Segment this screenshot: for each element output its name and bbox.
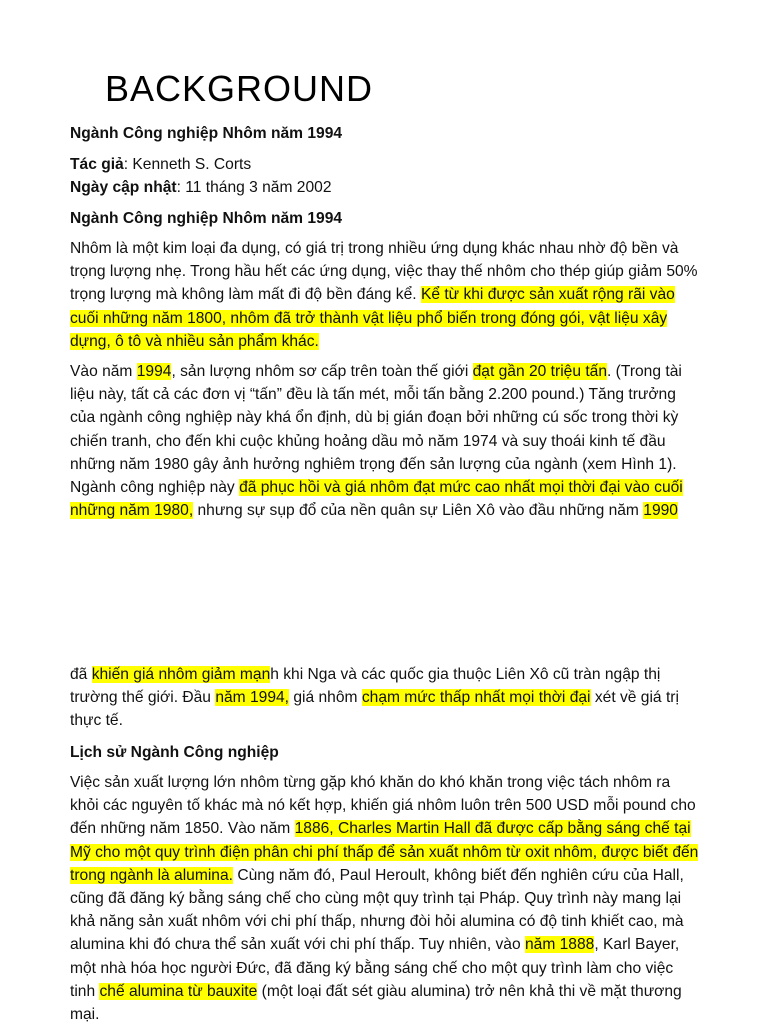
paragraph-text: Vào năm xyxy=(70,363,137,380)
paragraph-text: h khi Nga và các quốc gia thuộc Liên Xô cũ tràn ngập thị trường thế giới. Đầu xyxy=(70,666,661,707)
author-line xyxy=(70,153,702,176)
highlighted-text: năm 1888 xyxy=(524,936,595,954)
paragraph-text: đã xyxy=(70,666,92,683)
section-heading: Ngành Công nghiệp Nhôm năm 1994 xyxy=(70,210,343,227)
highlighted-text: khiến giá nhôm giảm mạn xyxy=(91,666,271,683)
highlighted-text: đạt gần 20 triệu tấn xyxy=(472,363,608,380)
highlighted-text: chạm mức thấp nhất mọi thời đại xyxy=(361,689,591,707)
paragraph-text: Nhôm là một kim loại đa dụng, có giá trị trong nhiều ứng dụng khác nhau nhờ độ bền và trọng lượng nhẹ. Trong hầu hết các ứng dụng, việc thay thế nhôm cho thép giúp giảm 50% trọng lượng mà không làm mất đi độ bền đáng kể. xyxy=(70,240,698,304)
paragraph-text: , sản lượng nhôm sơ cấp trên toàn thế giới xyxy=(171,363,473,380)
paragraph-text: nhưng sự sụp đổ của nền quân sự Liên Xô vào đầu những năm xyxy=(193,502,644,520)
paragraph xyxy=(70,237,702,353)
paragraph-text: . (Trong tài liệu này, tất cả các đơn vị “tấn” đều là tấn mét, mỗi tấn bằng 2.200 pound.) Tăng trưởng của ngành công nghiệp này khá ổn định, dù bị gián đoạn bởi những cú sốc trong thời kỳ chiến tranh, cho đến khi cuộc khủng hoảng dầu mỏ năm 1974 và suy thoái kinh tế đầu những năm 1980 gây ảnh hưởng nghiêm trọng đến sản lượng của ngành (xem Hình 1). Ngành công nghiệp này xyxy=(70,363,682,497)
updated-value: : 11 tháng 3 năm 2002 xyxy=(176,179,332,197)
section-heading: Ngành Công nghiệp Nhôm năm 1994 xyxy=(70,125,343,142)
highlighted-text: năm 1994, xyxy=(215,689,290,707)
document-title: BACKGROUND xyxy=(105,68,374,109)
metadata-block xyxy=(70,153,702,199)
updated-label: Ngày cập nhật xyxy=(70,179,177,197)
paragraph-text: Việc sản xuất lượng lớn nhôm từng gặp khó khăn do khó khăn trong việc tách nhôm ra khỏi các nguyên tố khác mà nó kết hợp, khiến giá nhôm luôn trên 500 USD mỗi pound cho đến những năm 1850. Vào năm xyxy=(70,774,696,838)
paragraph-text: , Karl Bayer, một nhà hóa học người Đức, đã đăng ký bằng sáng chế cho một quy trình làm cho việc tinh xyxy=(70,936,680,1000)
paragraph-text: Cùng năm đó, Paul Heroult, không biết đến nghiên cứu của Hall, cũng đã đăng ký bằng sáng chế cho cùng một quy trình tại Pháp. Quy trình này mang lại khả năng sản xuất nhôm với chi phí thấp, nhưng đòi hỏi alumina có độ tinh khiết cao, mà alumina khi đó chưa thể sản xuất với chi phí thấp. Tuy nhiên, vào xyxy=(70,866,684,954)
highlighted-text: chế alumina từ bauxite xyxy=(99,982,258,1000)
highlighted-text: 1886, Charles Martin Hall đã được cấp bằng sáng chế tại Mỹ cho một quy trình điện phân chi phí thấp để sản xuất nhôm từ oxit nhôm, được biết đến trong ngành là alumina. xyxy=(70,820,699,884)
paragraph xyxy=(70,663,702,733)
highlighted-text: 1994 xyxy=(136,363,172,380)
paragraph-text: (một loại đất sét giàu alumina) trở nên khả thi về mặt thương mại. xyxy=(70,982,682,1024)
highlighted-text: Kể từ khi được sản xuất rộng rãi vào cuối những năm 1800, nhôm đã trở thành vật liệu phổ biến trong đóng gói, vật liệu xây dựng, ô tô và nhiều sản phẩm khác. xyxy=(70,286,675,350)
paragraph-text: xét về giá trị thực tế. xyxy=(70,689,679,730)
highlighted-text: 1990 xyxy=(643,502,678,520)
author-value: : Kenneth S. Corts xyxy=(123,156,252,173)
section-heading: Lịch sử Ngành Công nghiệp xyxy=(70,744,279,761)
paragraph-text: giá nhôm xyxy=(289,689,362,707)
highlighted-text: đã phục hồi và giá nhôm đạt mức cao nhất mọi thời đại vào cuối những năm 1980, xyxy=(70,479,683,520)
author-label: Tác giả xyxy=(70,156,124,173)
paragraph xyxy=(70,771,702,1026)
paragraph xyxy=(70,360,702,522)
updated-line xyxy=(70,176,702,199)
